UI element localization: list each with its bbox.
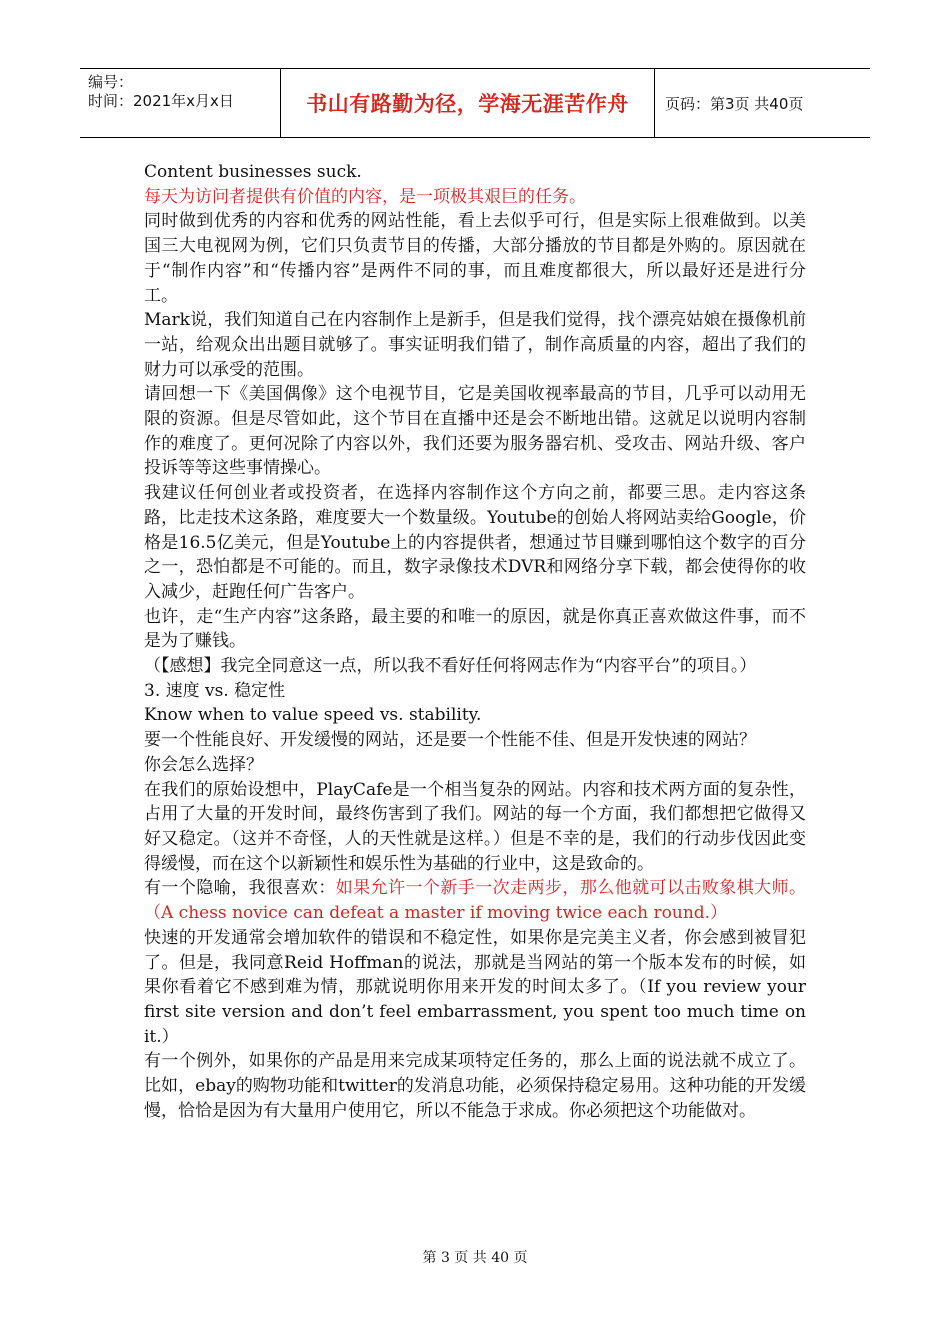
highlight-paragraph: 每天为访问者提供有价值的内容，是一项极其艰巨的任务。 (144, 186, 586, 207)
page-footer: 第 3 页 共 40 页 (422, 1250, 528, 1266)
paragraph: 请回想一下《美国偶像》这个电视节目，它是美国收视率最高的节目，几乎可以动用无限的资源。但是尽管如此，这个节目在直播中还是会不断地出错。这就足以说明内容制作的难度了。更何况除了内容以外，我们还要为服务器宕机、受攻击、网站升级、客户投诉等等这些事情操心。 (144, 384, 806, 479)
page-header (80, 68, 870, 138)
paragraph: 在我们的原始设想中，PlayCafe是一个相当复杂的网站。内容和技术两方面的复杂性，占用了大量的开发时间，最终伤害到了我们。网站的每一个方面，我们都想把它做得又好又稳定。（这并不奇怪，人的天性就是这样。）但是不幸的是，我们的行动步伐因此变得缓慢，而在这个以新颖性和娱乐性为基础的行业中，这是致命的。 (144, 779, 806, 874)
paragraph: Content businesses suck. (144, 162, 362, 182)
document-body (144, 160, 806, 1123)
header-page-cell (655, 69, 870, 137)
metaphor-paragraph (144, 876, 806, 925)
header-info-cell (80, 69, 281, 137)
paragraph: 也许，走“生产内容”这条路，最主要的和唯一的原因，就是你真正喜欢做这件事，而不是为了赚钱。 (144, 606, 806, 652)
paragraph: 快速的开发通常会增加软件的错误和不稳定性，如果你是完美主义者，你会感到被冒犯了。但是，我同意Reid Hoffman的说法，那就是当网站的第一个版本发布的时候，如果你看着它不感到难为情，那就说明你用来开发的时间太多了。（If you review your first site version and don’t feel embarrassment, you spent too much time on it.） (144, 927, 806, 1047)
paragraph: 我建议任何创业者或投资者，在选择内容制作这个方向之前，都要三思。走内容这条路，比走技术这条路，难度要大一个数量级。Youtube的创始人将网站卖给Google，价格是16.5亿美元，但是Youtube上的内容提供者，想通过节目赚到哪怕这个数字的百分之一，恐怕都是不可能的。而且，数字录像技术DVR和网络分享下载，都会使得你的收入减少，赶跑任何广告客户。 (144, 483, 806, 602)
paragraph: （【感想】我完全同意这一点，所以我不看好任何将网志作为“内容平台”的项目。） (144, 656, 757, 677)
paragraph: 你会怎么选择？ (144, 754, 263, 775)
paragraph: 有一个例外，如果你的产品是用来完成某项特定任务的，那么上面的说法就不成立了。比如，ebay的购物功能和twitter的发消息功能，必须保持稳定易用。这种功能的开发缓慢，恰恰是因为有大量用户使用它，所以不能急于求成。你必须把这个功能做对。 (144, 1051, 806, 1121)
metaphor-lead: 有一个隐喻，我很喜欢： (144, 878, 336, 899)
header-motto-cell (281, 69, 655, 137)
paragraph: Know when to value speed vs. stability. (144, 705, 482, 726)
paragraph: 要一个性能良好、开发缓慢的网站，还是要一个性能不佳、但是开发快速的网站？ (144, 730, 756, 751)
header-page-code: 页码：第3页 共40页 (665, 94, 804, 113)
paragraph: 同时做到优秀的内容和优秀的网站性能，看上去似乎可行，但是实际上很难做到。以美国三大电视网为例，它们只负责节目的传播，大部分播放的节目都是外购的。原因就在于“制作内容”和“传播内容”是两件不同的事，而且难度都很大，所以最好还是进行分工。 (144, 211, 806, 306)
header-motto: 书山有路勤为径，学海无涯苦作舟 (306, 92, 629, 116)
section-heading: 3. 速度 vs. 稳定性 (144, 680, 286, 701)
paragraph: Mark说，我们知道自己在内容制作上是新手，但是我们觉得，找个漂亮姑娘在摄像机前一站，给观众出出题目就够了。事实证明我们错了，制作高质量的内容，超出了我们的财力可以承受的范围。 (144, 310, 806, 380)
doc-time-label: 时间：2021年x月x日 (88, 92, 234, 110)
metaphor-quote: 如果允许一个新手一次走两步，那么他就可以击败象棋大师。（A chess novice can defeat a master if moving twice each round.） (144, 878, 807, 924)
doc-number-label: 编号： (88, 73, 134, 91)
